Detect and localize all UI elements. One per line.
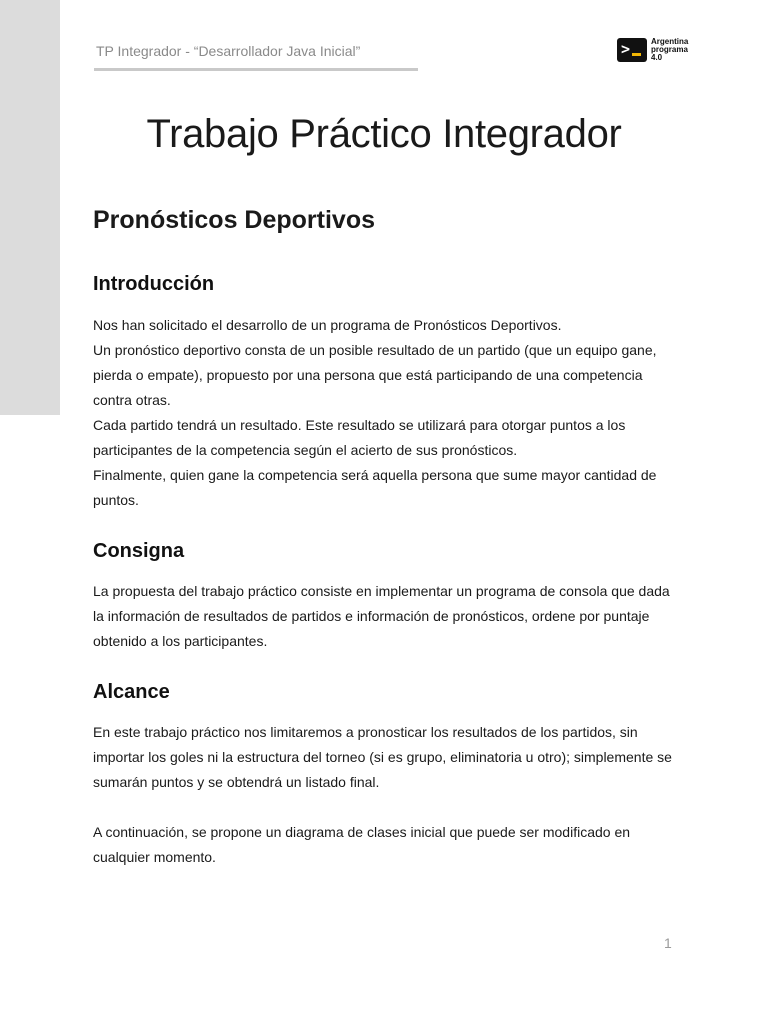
paragraph-alcance — [93, 720, 683, 795]
paragraph-alcance-diagrama — [93, 820, 683, 870]
paragraph-line: la información de resultados de partidos e información de pronósticos, ordene por puntaje — [93, 608, 650, 624]
paragraph-introduccion — [93, 313, 683, 513]
paragraph-line: Nos han solicitado el desarrollo de un programa de Pronósticos Deportivos. — [93, 317, 562, 333]
section-heading-consigna: Consigna — [93, 540, 185, 562]
paragraph-line: cualquier momento. — [93, 849, 216, 865]
paragraph-consigna — [93, 579, 683, 654]
document-subtitle: Pronósticos Deportivos — [93, 206, 375, 234]
terminal-prompt-icon: > — [617, 38, 647, 62]
paragraph-line: La propuesta del trabajo práctico consiste en implementar un programa de consola que dada — [93, 583, 670, 599]
paragraph-line: Cada partido tendrá un resultado. Este resultado se utilizará para otorgar puntos a los — [93, 417, 626, 433]
header-rule — [94, 68, 418, 71]
paragraph-line: Un pronóstico deportivo consta de un posible resultado de un partido (que un equipo gane, — [93, 342, 657, 358]
document-header: TP Integrador - “Desarrollador Java Inicial” — [96, 43, 361, 59]
paragraph-line: puntos. — [93, 492, 139, 508]
paragraph-line: Finalmente, quien gane la competencia será aquella persona que sume mayor cantidad de — [93, 467, 657, 483]
paragraph-line: obtenido a los participantes. — [93, 633, 268, 649]
paragraph-line: sumarán puntos y se obtendrá un listado final. — [93, 774, 380, 790]
paragraph-line: participantes de la competencia según el acierto de sus pronósticos. — [93, 442, 518, 458]
section-heading-alcance: Alcance — [93, 681, 170, 703]
page-number: 1 — [664, 935, 672, 951]
paragraph-line: A continuación, se propone un diagrama de clases inicial que puede ser modificado en — [93, 824, 631, 840]
paragraph-line: pierda o empate), propuesto por una persona que está participando de una competencia — [93, 367, 643, 383]
paragraph-line: contra otras. — [93, 392, 171, 408]
paragraph-line: importar los goles ni la estructura del torneo (si es grupo, eliminatoria u otro); simplemente se — [93, 749, 672, 765]
left-margin-bar — [0, 0, 60, 415]
paragraph-line: En este trabajo práctico nos limitaremos a pronosticar los resultados de los partidos, sin — [93, 724, 638, 740]
document-title: Trabajo Práctico Integrador — [146, 112, 622, 156]
logo-text: Argentina programa 4.0 — [651, 37, 689, 62]
section-heading-introduccion: Introducción — [93, 273, 215, 295]
argentina-programa-logo — [617, 38, 688, 62]
